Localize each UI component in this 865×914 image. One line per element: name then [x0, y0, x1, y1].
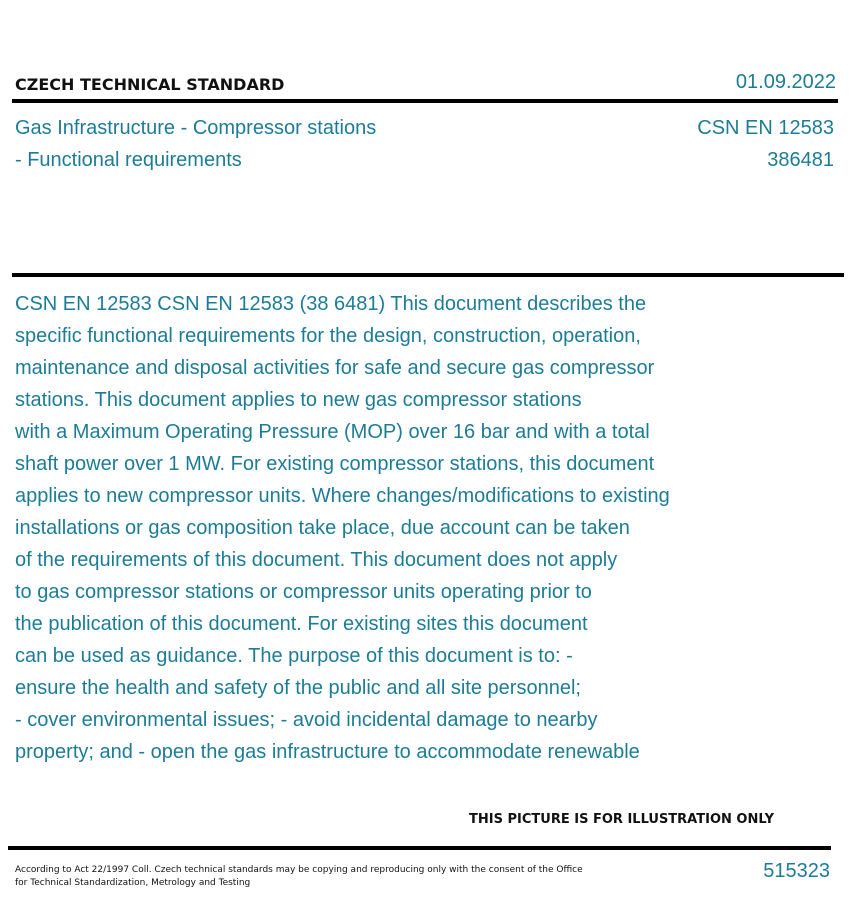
standard-type-heading: CZECH TECHNICAL STANDARD — [15, 75, 285, 94]
document-abstract: CSN EN 12583 CSN EN 12583 (38 6481) This document describes the specific functional requirements for the design, construction, operation, maintenance and disposal activities for safe and secure gas compressor stations. This document applies to new gas compressor stations with a Maximum Operating Pressure (MOP) over 16 bar and with a total shaft power over 1 MW. For existing compressor stations, this document applies to new compressor units. Where changes/modifications to existing installations or gas composition take place, due account can be taken of the requirements of this document. This document does not apply to gas compressor stations or compressor units operating prior to the publication of this document. For existing sites this document can be used as guidance. The purpose of this document is to: - ensure the health and safety of the public and all site personnel; - cover environmental issues; - avoid incidental damage to nearby property; and - open the gas infrastructure to accommodate renewable — [15, 293, 670, 763]
document-number: 515323 — [763, 860, 830, 882]
standard-number: CSN EN 12583 — [697, 117, 834, 139]
classification-code: 386481 — [767, 149, 834, 171]
document-title-line-1: Gas Infrastructure - Compressor stations — [15, 117, 377, 139]
illustration-disclaimer: THIS PICTURE IS FOR ILLUSTRATION ONLY — [469, 812, 774, 827]
publication-date: 01.09.2022 — [735, 71, 836, 93]
header-rule — [12, 99, 838, 103]
document-title-line-2: - Functional requirements — [15, 149, 242, 171]
title-rule — [12, 273, 844, 277]
legal-notice: According to Act 22/1997 Coll. Czech technical standards may be copying and reproducing only with the consent of the Office for Technical Standardization, Metrology and Testing — [15, 865, 583, 888]
footer-rule — [8, 846, 831, 850]
